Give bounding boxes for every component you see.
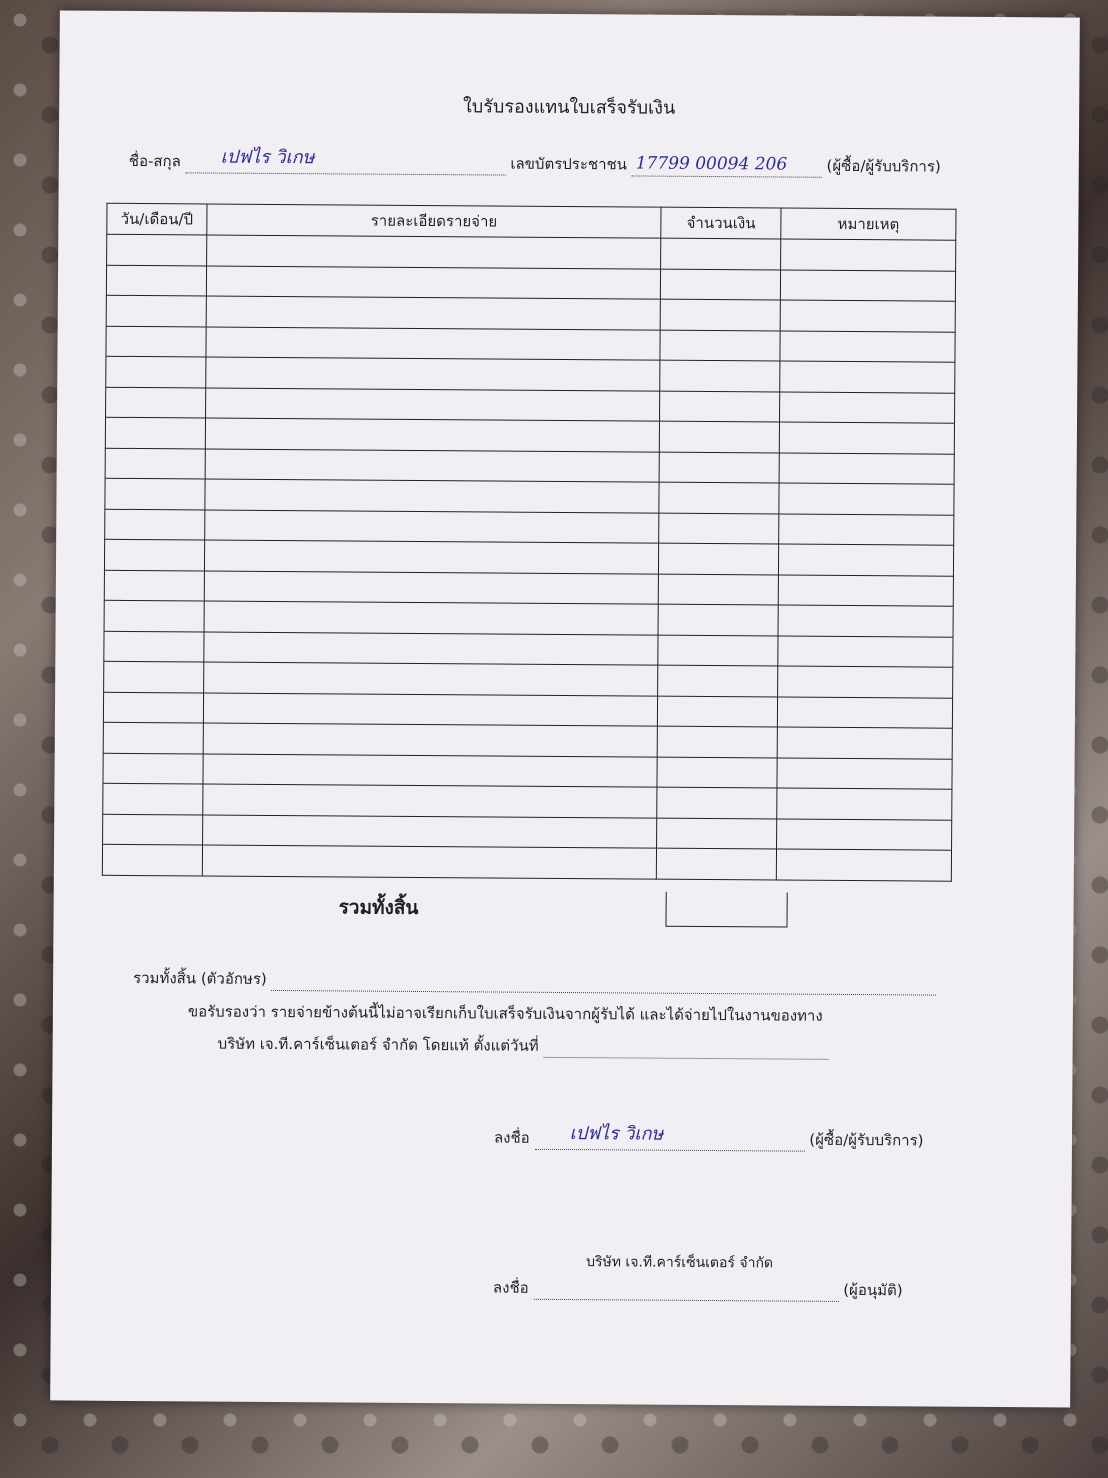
detail-cell (203, 692, 658, 726)
remark-cell (779, 544, 954, 576)
buyer-sign-role: (ผู้ซื้อ/ผู้รับบริการ) (809, 1130, 924, 1150)
total-text-label: รวมทั้งสิ้น (ตัวอักษร) (133, 968, 267, 988)
remark-cell (781, 239, 956, 271)
buyer-role-label: (ผู้ซื้อ/ผู้รับบริการ) (826, 156, 941, 176)
date-cell (106, 265, 206, 296)
remark-cell (780, 330, 955, 362)
remark-cell (780, 361, 955, 393)
certify-line-2-text: บริษัท เจ.ที.คาร์เซ็นเตอร์ จำกัด โดยแท้ ตั้งแต่วันที่ (217, 1034, 539, 1055)
detail-cell (205, 418, 660, 452)
approver-sign-label: ลงชื่อ (492, 1278, 529, 1297)
approver-signature-line (493, 1276, 903, 1303)
date-cell (104, 570, 204, 601)
name-field (186, 146, 506, 175)
date-cell (103, 783, 203, 814)
buyer-signature-line (493, 1123, 924, 1153)
table-row (102, 844, 951, 880)
amount-cell (657, 848, 777, 879)
buyer-sign-label: ลงชื่อ (493, 1128, 530, 1147)
buyer-signature-field (534, 1123, 804, 1152)
date-cell (106, 326, 206, 357)
col-amount-header: จำนวนเงิน (661, 207, 781, 239)
detail-cell (202, 814, 657, 848)
document-title: ใบรับรองแทนใบเสร็จรับเงิน (462, 96, 676, 119)
date-cell (106, 356, 206, 387)
amount-cell (660, 391, 780, 422)
remark-cell (778, 696, 953, 728)
amount-cell (659, 543, 779, 574)
remark-cell (778, 635, 953, 667)
certify-line-2 (218, 1032, 829, 1060)
amount-cell (659, 482, 779, 513)
amount-cell (659, 574, 779, 605)
detail-cell (203, 723, 658, 757)
expense-table (102, 203, 957, 881)
remark-cell (776, 849, 951, 881)
buyer-signature-handwritten: เปฟไร วิเกษ (569, 1123, 664, 1145)
date-cell (103, 814, 203, 845)
detail-cell (206, 357, 661, 391)
total-text-line (133, 966, 937, 996)
detail-cell (204, 662, 659, 696)
remark-cell (777, 727, 952, 759)
detail-cell (206, 296, 661, 330)
remark-cell (781, 269, 956, 301)
remark-cell (778, 666, 953, 698)
amount-cell (661, 238, 781, 269)
amount-cell (658, 604, 778, 635)
amount-cell (660, 299, 780, 330)
date-cell (104, 600, 204, 631)
detail-cell (204, 601, 659, 635)
detail-cell (202, 845, 657, 879)
detail-cell (205, 479, 660, 513)
detail-cell (204, 631, 659, 665)
date-cell (103, 692, 203, 723)
remark-cell (779, 513, 954, 545)
amount-cell (659, 513, 779, 544)
amount-cell (657, 726, 777, 757)
amount-cell (657, 787, 777, 818)
date-cell (106, 387, 206, 418)
amount-cell (658, 696, 778, 727)
date-cell (104, 631, 204, 662)
amount-cell (660, 421, 780, 452)
approver-sign-role: (ผู้อนุมัติ) (843, 1280, 903, 1300)
remark-cell (777, 757, 952, 789)
detail-cell (206, 265, 661, 299)
remark-cell (780, 300, 955, 332)
amount-cell (657, 757, 777, 788)
col-date-header: วัน/เดือน/ปี (107, 203, 207, 235)
date-cell (104, 539, 204, 570)
detail-cell (204, 540, 659, 574)
date-field (543, 1039, 828, 1060)
detail-cell (205, 448, 660, 482)
amount-cell (660, 330, 780, 361)
remark-cell (778, 605, 953, 637)
date-cell (105, 417, 205, 448)
remark-cell (778, 574, 953, 606)
amount-cell (657, 818, 777, 849)
remark-cell (777, 788, 952, 820)
detail-cell (205, 509, 660, 543)
date-cell (103, 722, 203, 753)
id-label: เลขบัตรประชาชน (510, 154, 628, 174)
id-handwritten: 17799 00094 206 (635, 153, 788, 175)
amount-cell (658, 665, 778, 696)
amount-cell (661, 269, 781, 300)
date-cell (103, 753, 203, 784)
total-amount-cell (665, 892, 787, 928)
company-name-stamp: บริษัท เจ.ที.คาร์เซ็นเตอร์ จำกัด (586, 1254, 774, 1272)
date-cell (106, 295, 206, 326)
detail-cell (206, 235, 661, 269)
remark-cell (780, 391, 955, 423)
total-text-field (271, 972, 936, 996)
col-detail-header: รายละเอียดรายจ่าย (207, 204, 662, 238)
name-label: ชื่อ-สกุล (128, 151, 181, 171)
date-cell (102, 844, 202, 875)
total-label: รวมทั้งสิ้น (338, 896, 419, 919)
amount-cell (660, 360, 780, 391)
date-cell (105, 448, 205, 479)
col-remark-header: หมายเหตุ (781, 208, 956, 240)
name-line (128, 146, 941, 179)
date-cell (104, 661, 204, 692)
detail-cell (203, 784, 658, 818)
detail-cell (205, 387, 660, 421)
date-cell (105, 509, 205, 540)
detail-cell (204, 570, 659, 604)
amount-cell (659, 452, 779, 483)
id-field (632, 153, 822, 177)
date-cell (107, 234, 207, 265)
amount-cell (658, 635, 778, 666)
detail-cell (206, 326, 661, 360)
name-handwritten: เปฟไร วิเกษ (220, 146, 315, 169)
remark-cell (779, 452, 954, 484)
date-cell (105, 478, 205, 509)
certify-line-1: ขอรับรองว่า รายจ่ายข้างต้นนี้ไม่อาจเรียกเก็บใบเสร็จรับเงินจากผู้รับได้ และได้จ่ายไปในงานของทาง (187, 1002, 823, 1025)
remark-cell (777, 818, 952, 850)
remark-cell (779, 483, 954, 515)
remark-cell (779, 422, 954, 454)
detail-cell (203, 753, 658, 787)
document-page (50, 10, 1080, 1407)
approver-signature-field (533, 1281, 838, 1302)
